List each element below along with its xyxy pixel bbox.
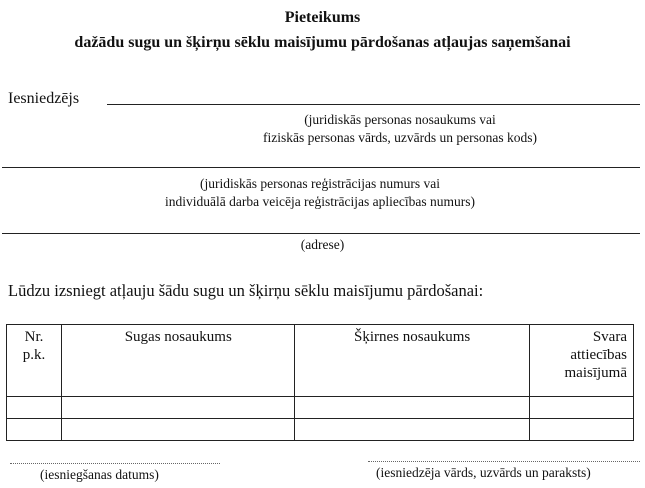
header-nr-line2: p.k.	[22, 347, 46, 363]
request-text: Lūdzu izsniegt atļauju šādu sugu un šķirņu sēklu maisījumu pārdošanai:	[8, 281, 484, 300]
header-weight	[529, 325, 633, 397]
header-species	[62, 325, 295, 397]
cell-weight[interactable]	[529, 419, 633, 441]
cell-species[interactable]	[62, 397, 295, 419]
cell-nr[interactable]	[7, 397, 62, 419]
table-header-row	[7, 325, 634, 397]
species-table	[6, 324, 634, 441]
applicant-note-line1: (juridiskās personas nosaukums vai	[304, 112, 496, 127]
cell-variety[interactable]	[295, 419, 529, 441]
header-nr	[7, 325, 62, 397]
cell-nr[interactable]	[7, 419, 62, 441]
table-row	[7, 397, 634, 419]
registration-note-line2: individuālā darba veicēja reģistrācijas apliecības numurs)	[165, 194, 475, 209]
header-variety	[295, 325, 529, 397]
address-note: (adrese)	[300, 237, 345, 252]
date-note: (iesniegšanas datums)	[40, 467, 159, 482]
date-line[interactable]	[10, 463, 220, 464]
cell-species[interactable]	[62, 419, 295, 441]
registration-number-line[interactable]	[2, 167, 640, 168]
applicant-note-line2: fiziskās personas vārds, uzvārds un personas kods)	[262, 130, 538, 145]
form-title: Pieteikums	[284, 9, 361, 26]
registration-note-line1: (juridiskās personas reģistrācijas numurs vai	[200, 176, 440, 191]
applicant-label: Iesniedzējs	[8, 90, 80, 107]
header-weight-line1: Svara	[592, 329, 627, 345]
header-nr-line1: Nr.	[24, 329, 44, 345]
header-weight-line3: maisījumā	[564, 365, 627, 381]
address-line[interactable]	[2, 233, 640, 234]
applicant-name-line[interactable]	[107, 104, 640, 105]
header-weight-line2: attiecības	[570, 347, 627, 363]
signature-note: (iesniedzēja vārds, uzvārds un paraksts)	[376, 465, 591, 480]
header-variety-label: Šķirnes nosaukums	[353, 329, 471, 345]
signature-line[interactable]	[368, 461, 640, 462]
cell-variety[interactable]	[295, 397, 529, 419]
cell-weight[interactable]	[529, 397, 633, 419]
form-subtitle: dažādu sugu un šķirņu sēklu maisījumu pārdošanas atļaujas saņemšanai	[74, 34, 571, 51]
header-species-label: Sugas nosaukums	[124, 329, 232, 345]
table-row	[7, 419, 634, 441]
